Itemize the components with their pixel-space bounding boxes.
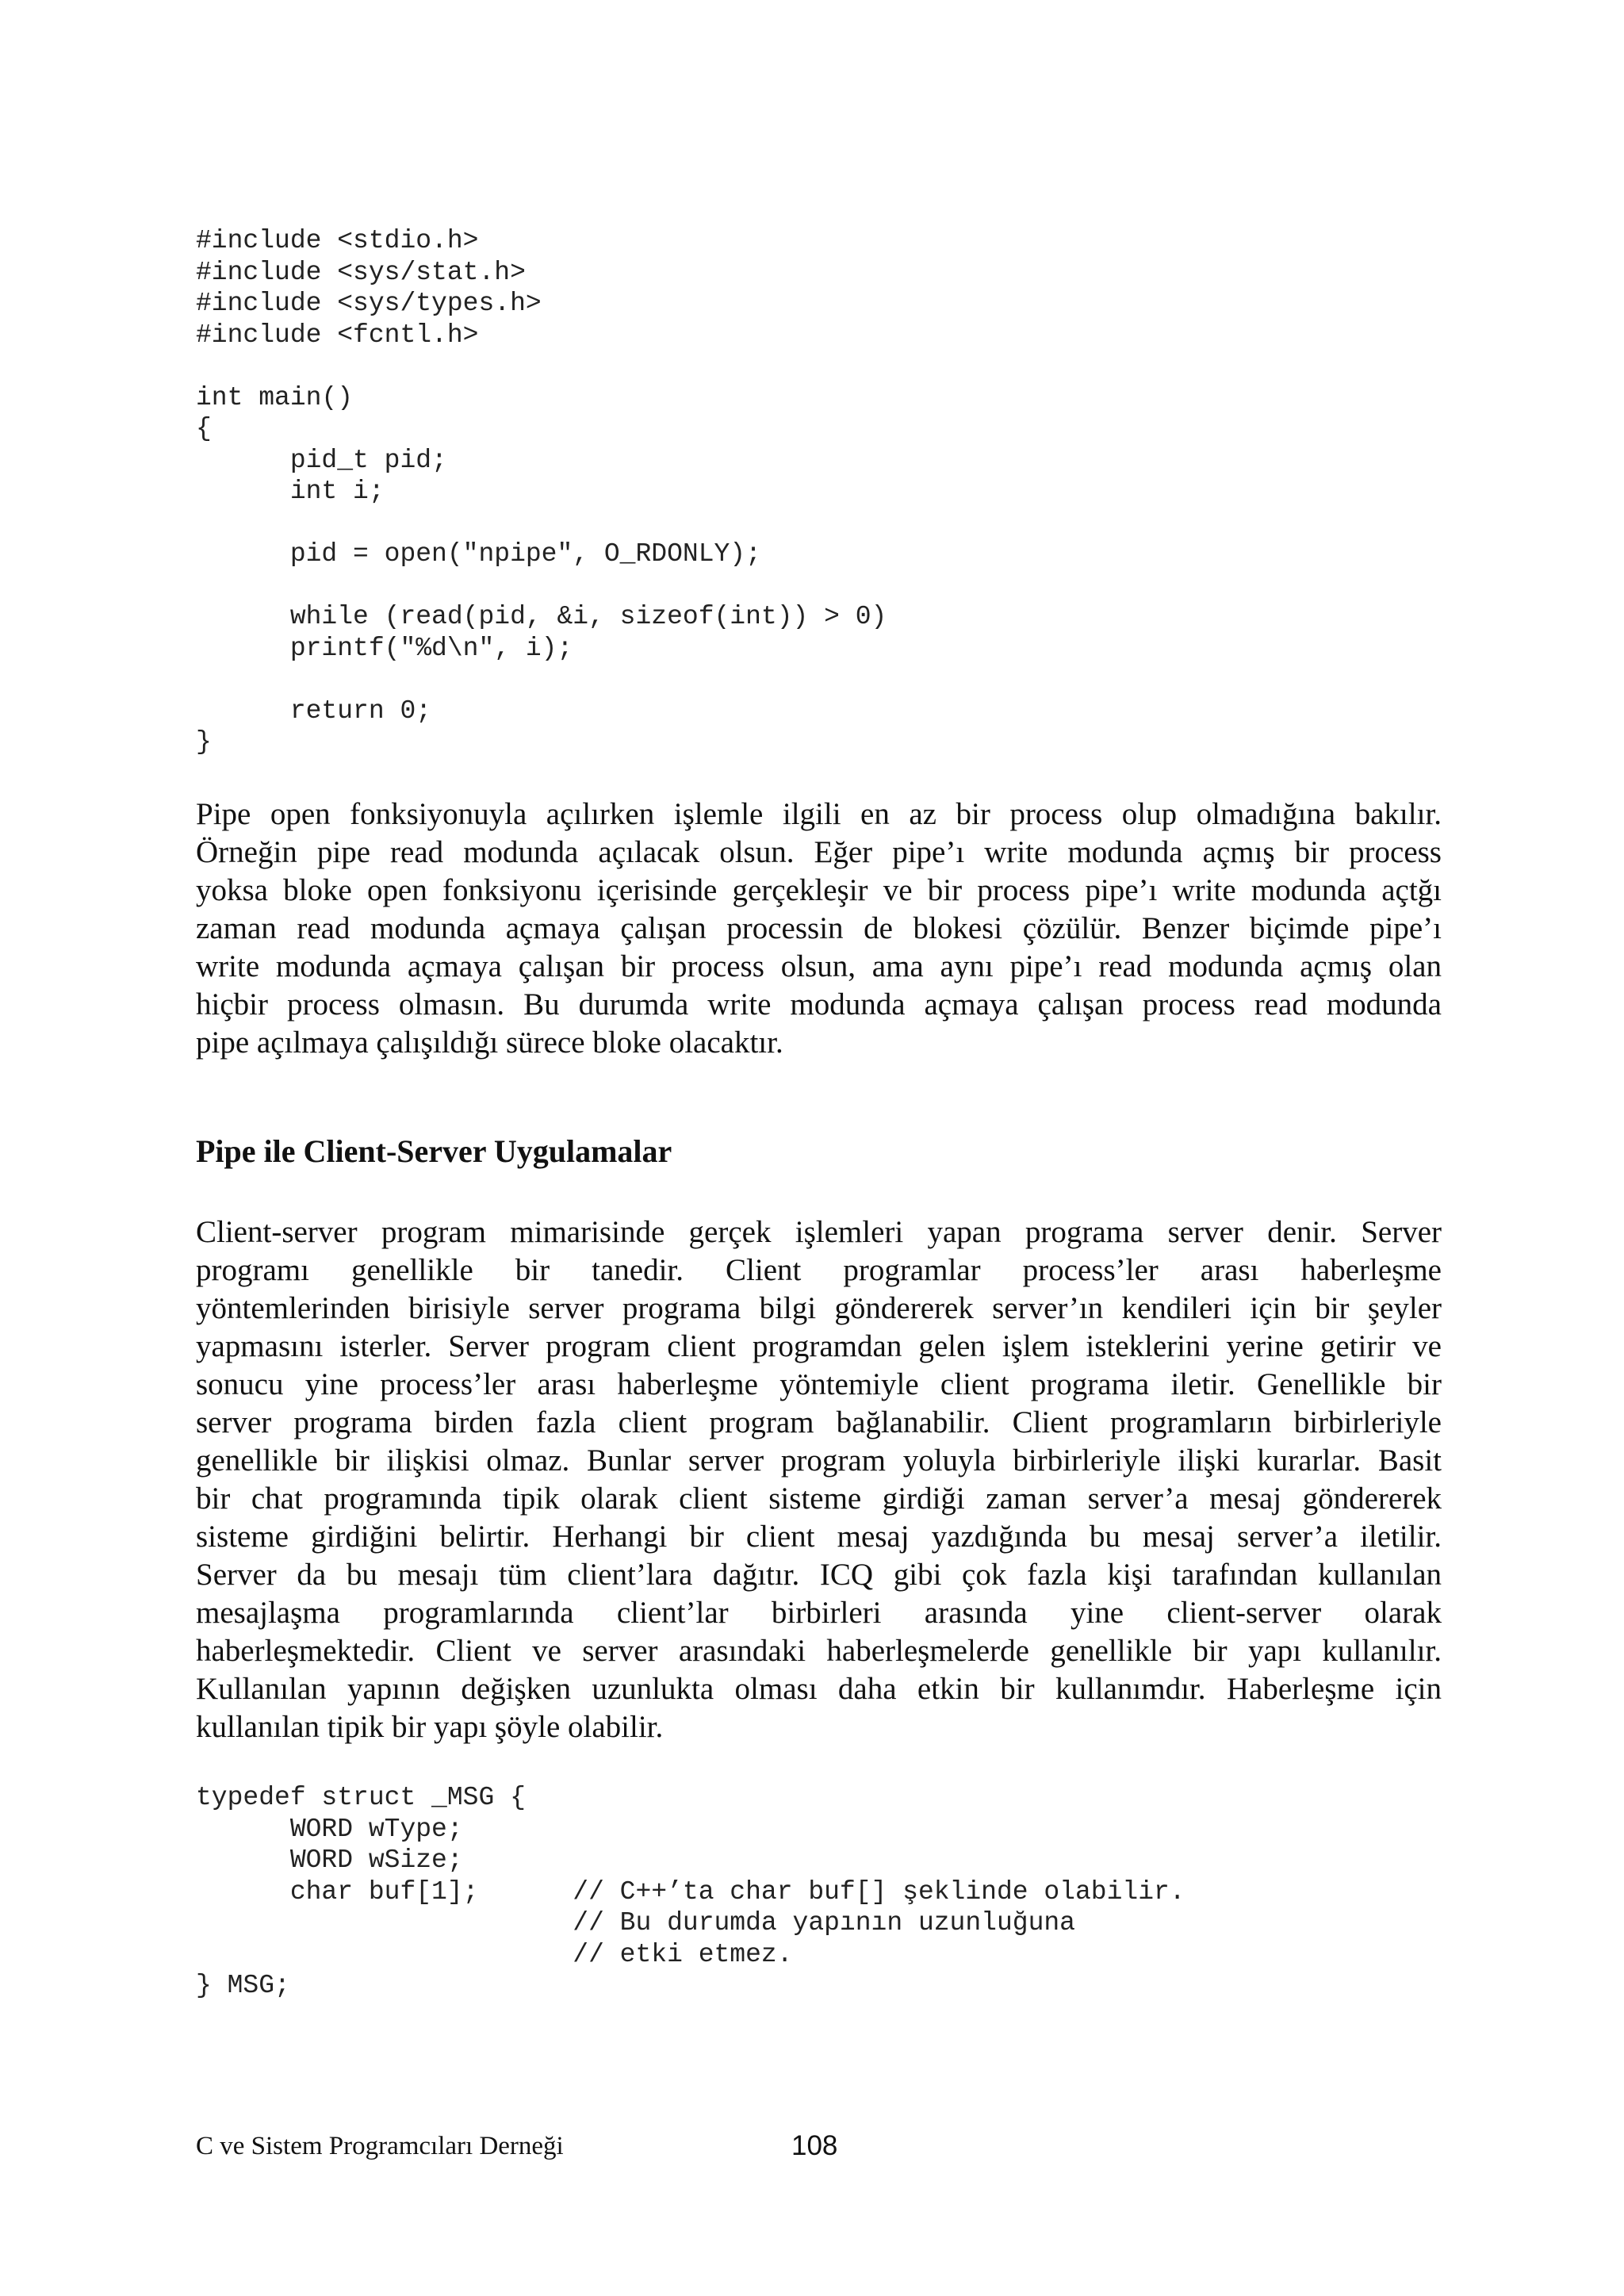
paragraph-line: haberleşmektedir. Client ve server arasındaki haberleşmelerde genellikle bir yapı kullanılır. (196, 1634, 1442, 1668)
code-line: #include <sys/types.h> (196, 289, 542, 318)
code-line: { (196, 414, 212, 443)
code-block-main-function (196, 225, 887, 758)
paragraph-line: Örneğin pipe read modunda açılacak olsun. Eğer pipe’ı write modunda açmış bir process (196, 835, 1442, 869)
paragraph-line: Kullanılan yapının değişken uzunlukta olması daha etkin bir kullanımdır. Haberleşme için (196, 1672, 1442, 1706)
code-line: typedef struct _MSG { (196, 1783, 526, 1812)
paragraph-line: write modunda açmaya çalışan bir process olsun, ama aynı pipe’ı read modunda açmış olan (196, 949, 1442, 983)
paragraph-line: Client-server program mimarisinde gerçek işlemleri yapan programa server denir. Server (196, 1215, 1442, 1249)
page-number: 108 (791, 2130, 838, 2161)
code-line: // Bu durumda yapının uzunluğuna (196, 1908, 1075, 1938)
code-line: pid_t pid; (196, 445, 447, 475)
paragraph-line: yapmasını isterler. Server program client programdan gelen işlem isteklerini yerine getirir ve (196, 1329, 1442, 1363)
paragraph-client-server (196, 1213, 1442, 1746)
paragraph-line: server programa birden fazla client program bağlanabilir. Client programların birbirleriyle (196, 1405, 1442, 1439)
code-line: WORD wSize; (196, 1846, 463, 1875)
paragraph-line: bir chat programında tipik olarak client sisteme girdiği zaman server’a mesaj göndererek (196, 1481, 1442, 1516)
code-line: WORD wType; (196, 1814, 463, 1844)
code-line: char buf[1]; // C++’ta char buf[] şeklinde olabilir. (196, 1876, 1185, 1907)
code-line (196, 570, 887, 602)
code-line: #include <fcntl.h> (196, 320, 479, 350)
code-line (196, 664, 887, 696)
paragraph-line: yoksa bloke open fonksiyonu içerisinde gerçekleşir ve bir process pipe’ı write modunda açtğı (196, 873, 1442, 907)
paragraph-line: genellikle bir ilişkisi olmaz. Bunlar server program yoluyla birbirleriyle ilişki kurarlar. Basit (196, 1443, 1442, 1478)
paragraph-line: zaman read modunda açmaya çalışan processin de blokesi çözülür. Benzer biçimde pipe’ı (196, 911, 1442, 945)
paragraph-line: hiçbir process olmasın. Bu durumda write modunda açmaya çalışan process read modunda (196, 987, 1442, 1022)
code-line: return 0; (196, 696, 432, 726)
code-line: printf("%d\n", i); (196, 633, 573, 663)
code-line: } (196, 727, 212, 757)
code-line: } MSG; (196, 1971, 290, 2000)
section-heading: Pipe ile Client-Server Uygulamalar (196, 1133, 672, 1169)
paragraph-pipe-open-blocking (196, 795, 1442, 1062)
code-line: #include <sys/stat.h> (196, 257, 526, 287)
paragraph-line: sisteme girdiğini belirtir. Herhangi bir client mesaj yazdığında bu mesaj server’a iletilir. (196, 1520, 1442, 1554)
paragraph-line: sonucu yine process’ler arası haberleşme yöntemiyle client programa iletir. Genellikle bir (196, 1367, 1442, 1401)
code-line: pid = open("npipe", O_RDONLY); (196, 539, 761, 569)
code-line (196, 508, 887, 539)
paragraph-line: programı genellikle bir tanedir. Client programlar process’ler arası haberleşme (196, 1253, 1442, 1287)
code-line: int i; (196, 477, 385, 506)
footer-organization: C ve Sistem Programcıları Derneği (196, 2132, 564, 2160)
paragraph-line: Server da bu mesajı tüm client’lara dağıtır. ICQ gibi çok fazla kişi tarafından kullanılan (196, 1558, 1442, 1592)
code-line: // etki etmez. (196, 1939, 793, 1969)
paragraph-line: Pipe open fonksiyonuyla açılırken işlemle ilgili en az bir process olup olmadığına bakılır. (196, 797, 1442, 831)
code-line (196, 351, 887, 382)
paragraph-line: pipe açılmaya çalışıldığı sürece bloke olacaktır. (196, 1025, 783, 1060)
code-line: #include <stdio.h> (196, 226, 479, 255)
paragraph-line: yöntemlerinden birisiyle server programa bilgi göndererek server’ın kendileri için bir şeyler (196, 1291, 1442, 1325)
code-line: int main() (196, 382, 354, 412)
paragraph-line: mesajlaşma programlarında client’lar birbirleri arasında yine client-server olarak (196, 1596, 1442, 1630)
code-block-msg-struct (196, 1782, 1185, 2002)
paragraph-line: kullanılan tipik bir yapı şöyle olabilir. (196, 1710, 664, 1744)
code-line: while (read(pid, &i, sizeof(int)) > 0) (196, 602, 887, 631)
